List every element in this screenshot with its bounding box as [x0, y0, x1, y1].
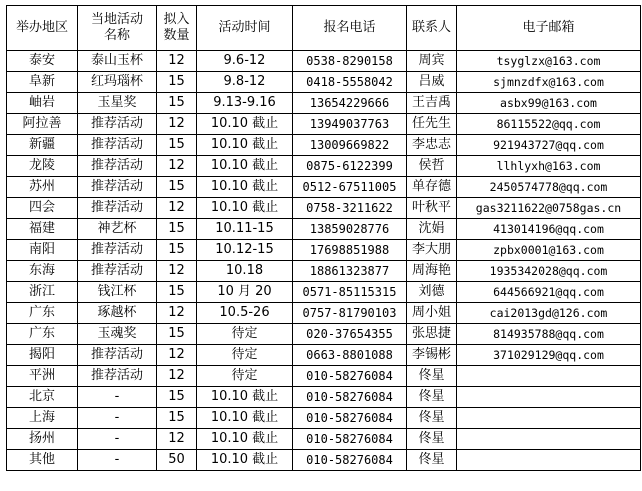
table-row	[7, 72, 641, 93]
cell-contact: 佟星	[407, 429, 457, 450]
cell-phone: 13859028776	[293, 219, 407, 240]
table-row	[7, 303, 641, 324]
cell-phone: 0663-8801088	[293, 345, 407, 366]
cell-email: 413014196@qq.com	[457, 219, 641, 240]
cell-quota: 12	[157, 198, 197, 219]
cell-event-name: 推荐活动	[78, 156, 157, 177]
cell-quota: 15	[157, 282, 197, 303]
table-row	[7, 261, 641, 282]
cell-region: 揭阳	[7, 345, 78, 366]
cell-event-name: 推荐活动	[78, 366, 157, 387]
cell-email: 1935342028@qq.com	[457, 261, 641, 282]
cell-email: sjmnzdfx@163.com	[457, 72, 641, 93]
cell-email: cai2013gd@126.com	[457, 303, 641, 324]
cell-contact: 李忠志	[407, 135, 457, 156]
cell-email	[457, 429, 641, 450]
cell-event-name: -	[78, 387, 157, 408]
cell-quota: 15	[157, 240, 197, 261]
cell-time: 待定	[197, 324, 293, 345]
table-row	[7, 345, 641, 366]
cell-region: 南阳	[7, 240, 78, 261]
cell-phone: 0418-5558042	[293, 72, 407, 93]
cell-email: gas3211622@0758gas.cn	[457, 198, 641, 219]
cell-email: zpbx0001@163.com	[457, 240, 641, 261]
cell-contact: 李锡彬	[407, 345, 457, 366]
cell-time: 10.10 截止	[197, 429, 293, 450]
header-phone: 报名电话	[293, 6, 407, 51]
cell-quota: 12	[157, 303, 197, 324]
table-row	[7, 324, 641, 345]
cell-time: 10.10 截止	[197, 177, 293, 198]
cell-contact: 周海艳	[407, 261, 457, 282]
cell-phone: 0538-8290158	[293, 51, 407, 72]
table-row	[7, 240, 641, 261]
cell-quota: 15	[157, 219, 197, 240]
cell-time: 10.5-26	[197, 303, 293, 324]
cell-email: 86115522@qq.com	[457, 114, 641, 135]
cell-contact: 任先生	[407, 114, 457, 135]
cell-time: 10 月 20	[197, 282, 293, 303]
table-row	[7, 135, 641, 156]
cell-region: 四会	[7, 198, 78, 219]
cell-time: 10.18	[197, 261, 293, 282]
cell-event-name: 推荐活动	[78, 345, 157, 366]
cell-email: asbx99@163.com	[457, 93, 641, 114]
cell-quota: 12	[157, 366, 197, 387]
header-event-line2: 名称	[103, 28, 130, 43]
cell-region: 泰安	[7, 51, 78, 72]
table-row	[7, 177, 641, 198]
cell-region: 龙陵	[7, 156, 78, 177]
cell-event-name: 推荐活动	[78, 240, 157, 261]
cell-contact: 周宾	[407, 51, 457, 72]
cell-event-name: 琢越杯	[78, 303, 157, 324]
cell-quota: 50	[157, 450, 197, 471]
cell-contact: 沈娟	[407, 219, 457, 240]
cell-time: 10.10 截止	[197, 408, 293, 429]
table-row	[7, 51, 641, 72]
cell-region: 上海	[7, 408, 78, 429]
cell-event-name: 玉魂奖	[78, 324, 157, 345]
cell-region: 其他	[7, 450, 78, 471]
cell-region: 平洲	[7, 366, 78, 387]
cell-phone: 010-58276084	[293, 408, 407, 429]
cell-phone: 13949037763	[293, 114, 407, 135]
cell-quota: 12	[157, 345, 197, 366]
cell-contact: 张思捷	[407, 324, 457, 345]
cell-event-name: 推荐活动	[78, 135, 157, 156]
cell-region: 广东	[7, 303, 78, 324]
cell-time: 待定	[197, 345, 293, 366]
table-row	[7, 408, 641, 429]
cell-quota: 15	[157, 324, 197, 345]
cell-event-name: 推荐活动	[78, 198, 157, 219]
table-row	[7, 450, 641, 471]
cell-contact: 叶秋平	[407, 198, 457, 219]
cell-phone: 13654229666	[293, 93, 407, 114]
table-row	[7, 219, 641, 240]
cell-quota: 15	[157, 93, 197, 114]
cell-region: 阿拉善	[7, 114, 78, 135]
cell-contact: 单存德	[407, 177, 457, 198]
cell-time: 10.10 截止	[197, 450, 293, 471]
cell-event-name: 神艺杯	[78, 219, 157, 240]
cell-event-name: -	[78, 429, 157, 450]
cell-region: 苏州	[7, 177, 78, 198]
cell-phone: 0512-67511005	[293, 177, 407, 198]
cell-event-name: 红玛瑙杯	[78, 72, 157, 93]
header-event-name	[78, 6, 157, 51]
cell-region: 阜新	[7, 72, 78, 93]
cell-event-name: 推荐活动	[78, 114, 157, 135]
cell-event-name: -	[78, 408, 157, 429]
cell-quota: 15	[157, 72, 197, 93]
event-registration-table	[6, 5, 641, 471]
cell-phone: 010-58276084	[293, 450, 407, 471]
cell-phone: 17698851988	[293, 240, 407, 261]
cell-region: 北京	[7, 387, 78, 408]
header-event-line1: 当地活动	[90, 12, 143, 27]
table-row	[7, 282, 641, 303]
cell-contact: 周小姐	[407, 303, 457, 324]
table-row	[7, 156, 641, 177]
cell-phone: 0757-81790103	[293, 303, 407, 324]
cell-email: 2450574778@qq.com	[457, 177, 641, 198]
cell-email: 644566921@qq.com	[457, 282, 641, 303]
cell-phone: 18861323877	[293, 261, 407, 282]
cell-phone: 010-58276084	[293, 366, 407, 387]
cell-time: 10.10 截止	[197, 114, 293, 135]
table-row	[7, 198, 641, 219]
cell-time: 10.11-15	[197, 219, 293, 240]
cell-phone: 0758-3211622	[293, 198, 407, 219]
cell-time: 10.10 截止	[197, 198, 293, 219]
cell-region: 东海	[7, 261, 78, 282]
cell-event-name: 泰山玉杯	[78, 51, 157, 72]
cell-email: 814935788@qq.com	[457, 324, 641, 345]
cell-contact: 佟星	[407, 366, 457, 387]
cell-event-name: 钱江杯	[78, 282, 157, 303]
cell-region: 扬州	[7, 429, 78, 450]
cell-phone: 020-37654355	[293, 324, 407, 345]
header-contact: 联系人	[407, 6, 457, 51]
cell-event-name: 推荐活动	[78, 177, 157, 198]
cell-region: 岫岩	[7, 93, 78, 114]
cell-quota: 15	[157, 387, 197, 408]
cell-email	[457, 450, 641, 471]
cell-email: tsyglzx@163.com	[457, 51, 641, 72]
cell-event-name: 玉星奖	[78, 93, 157, 114]
cell-quota: 12	[157, 261, 197, 282]
table-row	[7, 387, 641, 408]
table-row	[7, 114, 641, 135]
cell-contact: 刘德	[407, 282, 457, 303]
header-time: 活动时间	[197, 6, 293, 51]
header-quota	[157, 6, 197, 51]
cell-contact: 吕威	[407, 72, 457, 93]
cell-phone: 0875-6122399	[293, 156, 407, 177]
cell-email: 371029129@qq.com	[457, 345, 641, 366]
cell-contact: 佟星	[407, 408, 457, 429]
cell-time: 10.10 截止	[197, 135, 293, 156]
header-row	[7, 6, 641, 51]
cell-event-name: -	[78, 450, 157, 471]
cell-email: llhlyxh@163.com	[457, 156, 641, 177]
header-quota-line2: 数量	[163, 28, 190, 43]
table-row	[7, 366, 641, 387]
cell-region: 福建	[7, 219, 78, 240]
cell-quota: 12	[157, 114, 197, 135]
cell-quota: 12	[157, 156, 197, 177]
header-quota-line1: 拟入	[163, 12, 190, 27]
cell-time: 10.10 截止	[197, 387, 293, 408]
cell-quota: 12	[157, 51, 197, 72]
cell-quota: 15	[157, 177, 197, 198]
cell-phone: 13009669822	[293, 135, 407, 156]
cell-time: 10.10 截止	[197, 156, 293, 177]
cell-email	[457, 408, 641, 429]
cell-email: 921943727@qq.com	[457, 135, 641, 156]
cell-time: 10.12-15	[197, 240, 293, 261]
cell-time: 9.6-12	[197, 51, 293, 72]
cell-quota: 15	[157, 408, 197, 429]
cell-contact: 王吉禹	[407, 93, 457, 114]
cell-quota: 12	[157, 429, 197, 450]
cell-email	[457, 366, 641, 387]
cell-region: 浙江	[7, 282, 78, 303]
cell-contact: 佟星	[407, 450, 457, 471]
cell-region: 新疆	[7, 135, 78, 156]
cell-email	[457, 387, 641, 408]
cell-time: 9.13-9.16	[197, 93, 293, 114]
cell-region: 广东	[7, 324, 78, 345]
cell-time: 待定	[197, 366, 293, 387]
cell-contact: 李大朋	[407, 240, 457, 261]
cell-phone: 010-58276084	[293, 387, 407, 408]
header-email: 电子邮箱	[457, 6, 641, 51]
cell-time: 9.8-12	[197, 72, 293, 93]
table-row	[7, 93, 641, 114]
table-row	[7, 429, 641, 450]
cell-phone: 0571-85115315	[293, 282, 407, 303]
cell-contact: 佟星	[407, 387, 457, 408]
header-region: 举办地区	[7, 6, 78, 51]
cell-event-name: 推荐活动	[78, 261, 157, 282]
cell-phone: 010-58276084	[293, 429, 407, 450]
cell-quota: 15	[157, 135, 197, 156]
cell-contact: 侯哲	[407, 156, 457, 177]
